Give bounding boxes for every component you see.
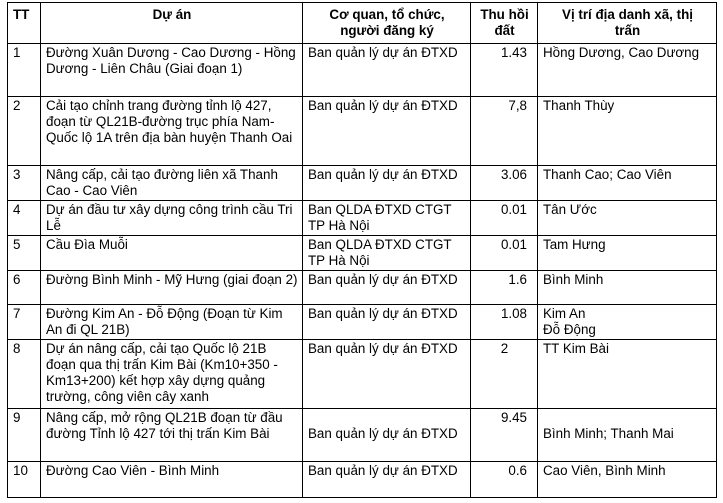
- header-location-line1: Vị trí địa danh xã, thị: [562, 7, 693, 22]
- header-project: Dự án: [41, 3, 303, 44]
- cell-tt: 5: [8, 236, 41, 271]
- table-row: [8, 271, 717, 305]
- cell-area: 1.08: [471, 305, 538, 340]
- cell-location: TT Kim Bài: [538, 340, 717, 409]
- cell-agency: Ban quản lý dự án ĐTXD: [303, 462, 471, 498]
- cell-project: Nâng cấp, cải tạo đường liên xã Thanh Cao - Cao Viên: [41, 166, 303, 201]
- header-agency-line2: người đăng ký: [340, 23, 434, 38]
- cell-area: 1.43: [471, 44, 538, 97]
- cell-project: Đường Bình Minh - Mỹ Hưng (giai đoạn 2): [41, 271, 303, 305]
- cell-location: Bình Minh: [538, 271, 717, 305]
- cell-location: Cao Viên, Bình Minh: [538, 462, 717, 498]
- header-area-line2: đất: [494, 23, 515, 38]
- cell-project: Dự án nâng cấp, cải tạo Quốc lộ 21B đoạn qua thị trấn Kim Bài (Km10+350 - Km13+200) kết hợp xây dựng quảng trường, công viên cây xanh: [41, 340, 303, 409]
- header-area-line1: Thu hồi: [480, 7, 529, 22]
- table-row: [8, 462, 717, 498]
- cell-tt: 3: [8, 166, 41, 201]
- table-row: [8, 166, 717, 201]
- cell-agency: Ban quản lý dự án ĐTXD: [303, 44, 471, 97]
- table-row: [8, 44, 717, 97]
- cell-area: 0.01: [471, 201, 538, 236]
- table-row: [8, 340, 717, 409]
- cell-tt: 10: [8, 462, 41, 498]
- table-row: [8, 97, 717, 166]
- table-row: [8, 305, 717, 340]
- header-area: [471, 3, 538, 44]
- header-row: [8, 3, 717, 44]
- cell-tt: 9: [8, 409, 41, 462]
- cell-agency: Ban quản lý dự án ĐTXD: [303, 409, 471, 462]
- header-agency-line1: Cơ quan, tổ chức,: [329, 7, 445, 22]
- cell-agency: Ban QLDA ĐTXD CTGT TP Hà Nội: [303, 236, 471, 271]
- cell-tt: 2: [8, 97, 41, 166]
- cell-agency: Ban quản lý dự án ĐTXD: [303, 97, 471, 166]
- cell-project: Dự án đầu tư xây dựng công trình cầu Tri Lễ: [41, 201, 303, 236]
- land-recovery-table: [7, 2, 717, 498]
- cell-area: 0.6: [471, 462, 538, 498]
- cell-location: [538, 305, 717, 340]
- cell-agency: Ban QLDA ĐTXD CTGT TP Hà Nội: [303, 201, 471, 236]
- cell-area: 0.01: [471, 236, 538, 271]
- header-location: [538, 3, 717, 44]
- cell-project: Đường Xuân Dương - Cao Dương - Hồng Dương - Liên Châu (Giai đoạn 1): [41, 44, 303, 97]
- cell-tt: 1: [8, 44, 41, 97]
- cell-location-line1: Kim An: [543, 306, 586, 321]
- cell-location: Tân Ước: [538, 201, 717, 236]
- cell-tt: 7: [8, 305, 41, 340]
- cell-area: 3.06: [471, 166, 538, 201]
- cell-area: 7,8: [471, 97, 538, 166]
- cell-location: Bình Minh; Thanh Mai: [538, 409, 717, 462]
- cell-location: Hồng Dương, Cao Dương: [538, 44, 717, 97]
- cell-project: Đường Cao Viên - Bình Minh: [41, 462, 303, 498]
- cell-project: Cầu Đìa Muỗi: [41, 236, 303, 271]
- cell-project: Cải tạo chỉnh trang đường tỉnh lộ 427, đoạn từ QL21B-đường trục phía Nam-Quốc lộ 1A trên địa bàn huyện Thanh Oai: [41, 97, 303, 166]
- cell-area: 1.6: [471, 271, 538, 305]
- table-row: [8, 201, 717, 236]
- cell-agency: Ban quản lý dự án ĐTXD: [303, 271, 471, 305]
- table-row: [8, 236, 717, 271]
- cell-location-line2: Đỗ Động: [543, 322, 596, 337]
- cell-tt: 4: [8, 201, 41, 236]
- cell-location: Tam Hưng: [538, 236, 717, 271]
- header-agency: [303, 3, 471, 44]
- cell-project: Đường Kim An - Đỗ Động (Đoạn từ Kim An đi QL 21B): [41, 305, 303, 340]
- cell-area: 2: [471, 340, 538, 409]
- cell-agency: Ban quản lý dự án ĐTXD: [303, 340, 471, 409]
- cell-project: Nâng cấp, mở rộng QL21B đoạn từ đầu đường Tỉnh lộ 427 tới thị trấn Kim Bài: [41, 409, 303, 462]
- cell-area: 9.45: [471, 409, 538, 462]
- cell-agency: Ban quản lý dự án ĐTXD: [303, 166, 471, 201]
- cell-agency: Ban quản lý dự án ĐTXD: [303, 305, 471, 340]
- cell-location: Thanh Thùy: [538, 97, 717, 166]
- header-location-line2: trấn: [614, 23, 641, 38]
- cell-location: Thanh Cao; Cao Viên: [538, 166, 717, 201]
- cell-tt: 8: [8, 340, 41, 409]
- table-row: [8, 409, 717, 462]
- cell-tt: 6: [8, 271, 41, 305]
- header-tt: TT: [8, 3, 41, 44]
